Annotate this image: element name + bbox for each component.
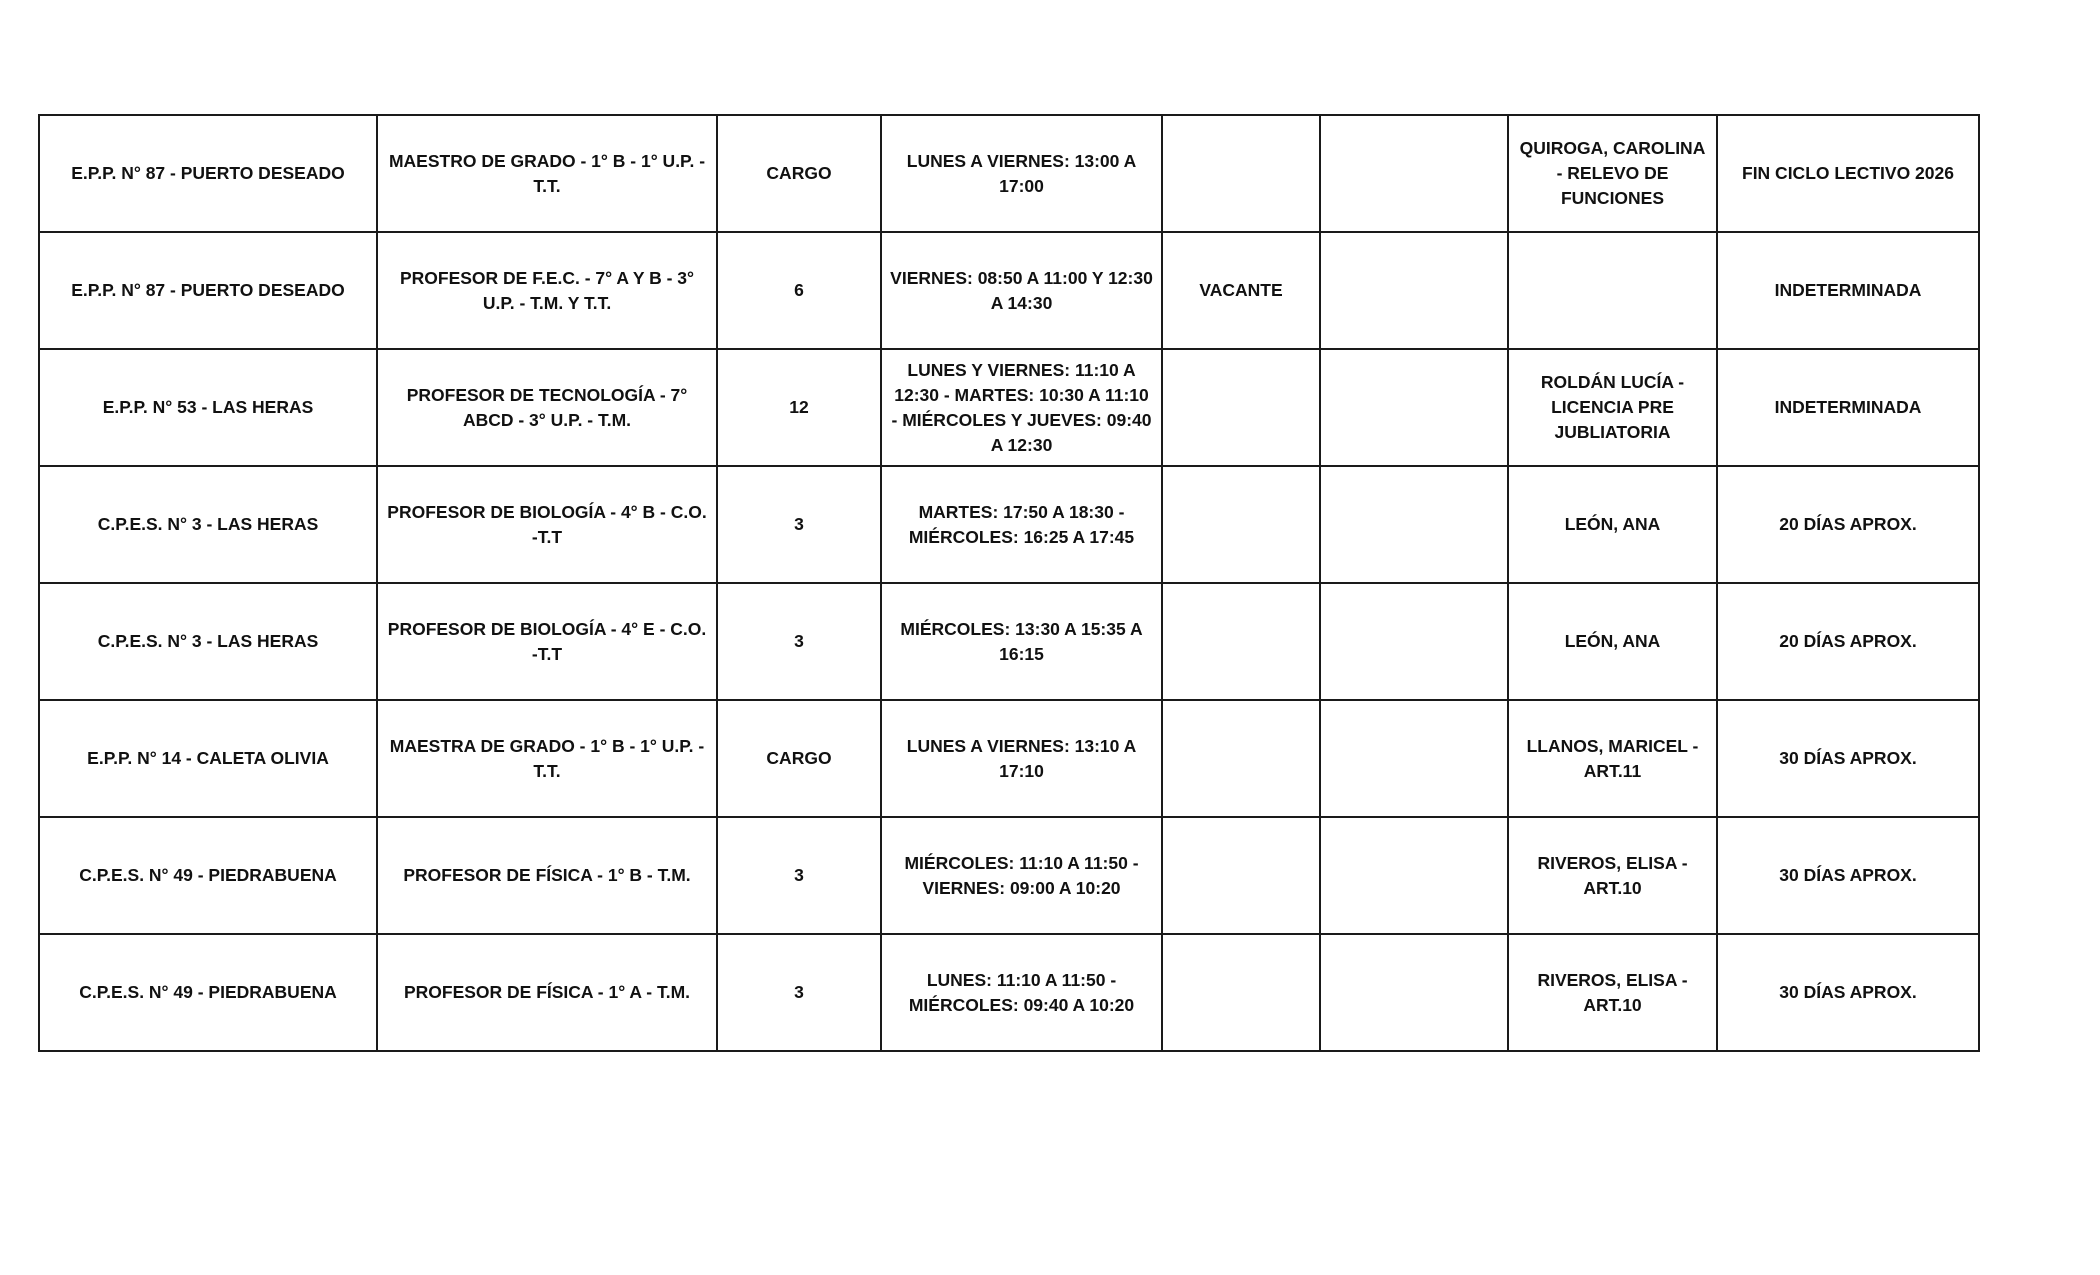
status-cell: [1162, 115, 1320, 232]
schedule-cell: MIÉRCOLES: 13:30 A 15:35 A 16:15: [881, 583, 1162, 700]
position-cell: MAESTRA DE GRADO - 1° B - 1° U.P. -T.T.: [377, 700, 717, 817]
schedule-cell: LUNES A VIERNES: 13:00 A 17:00: [881, 115, 1162, 232]
schedule-cell: MARTES: 17:50 A 18:30 - MIÉRCOLES: 16:25 A 17:45: [881, 466, 1162, 583]
position-cell: PROFESOR DE BIOLOGÍA - 4° E - C.O. -T.T: [377, 583, 717, 700]
table-row: [39, 115, 1979, 232]
hours-cell: CARGO: [717, 700, 881, 817]
extra-cell: [1320, 817, 1508, 934]
status-cell: [1162, 934, 1320, 1051]
schedule-cell: LUNES: 11:10 A 11:50 - MIÉRCOLES: 09:40 A 10:20: [881, 934, 1162, 1051]
school-cell: C.P.E.S. N° 49 - PIEDRABUENA: [39, 934, 377, 1051]
position-cell: MAESTRO DE GRADO - 1° B - 1° U.P. - T.T.: [377, 115, 717, 232]
table-row: [39, 349, 1979, 466]
replaces-cell: QUIROGA, CAROLINA - RELEVO DE FUNCIONES: [1508, 115, 1717, 232]
school-cell: C.P.E.S. N° 3 - LAS HERAS: [39, 466, 377, 583]
position-cell: PROFESOR DE FÍSICA - 1° B - T.M.: [377, 817, 717, 934]
replaces-cell: [1508, 232, 1717, 349]
position-cell: PROFESOR DE TECNOLOGÍA - 7° ABCD - 3° U.P. - T.M.: [377, 349, 717, 466]
duration-cell: 30 DÍAS APROX.: [1717, 700, 1979, 817]
replaces-cell: LEÓN, ANA: [1508, 583, 1717, 700]
table-row: [39, 466, 1979, 583]
duration-cell: INDETERMINADA: [1717, 349, 1979, 466]
duration-cell: 30 DÍAS APROX.: [1717, 817, 1979, 934]
status-cell: [1162, 349, 1320, 466]
schedule-cell: VIERNES: 08:50 A 11:00 Y 12:30 A 14:30: [881, 232, 1162, 349]
position-cell: PROFESOR DE FÍSICA - 1° A - T.M.: [377, 934, 717, 1051]
replaces-cell: LLANOS, MARICEL - ART.11: [1508, 700, 1717, 817]
status-cell: [1162, 817, 1320, 934]
extra-cell: [1320, 115, 1508, 232]
school-cell: E.P.P. N° 87 - PUERTO DESEADO: [39, 115, 377, 232]
replaces-cell: RIVEROS, ELISA - ART.10: [1508, 934, 1717, 1051]
school-cell: C.P.E.S. N° 3 - LAS HERAS: [39, 583, 377, 700]
duration-cell: INDETERMINADA: [1717, 232, 1979, 349]
extra-cell: [1320, 934, 1508, 1051]
duration-cell: 20 DÍAS APROX.: [1717, 466, 1979, 583]
duration-cell: 20 DÍAS APROX.: [1717, 583, 1979, 700]
position-cell: PROFESOR DE F.E.C. - 7° A Y B - 3° U.P. - T.M. Y T.T.: [377, 232, 717, 349]
hours-cell: 6: [717, 232, 881, 349]
school-cell: E.P.P. N° 14 - CALETA OLIVIA: [39, 700, 377, 817]
extra-cell: [1320, 466, 1508, 583]
hours-cell: CARGO: [717, 115, 881, 232]
table-row: [39, 700, 1979, 817]
extra-cell: [1320, 700, 1508, 817]
hours-cell: 12: [717, 349, 881, 466]
extra-cell: [1320, 349, 1508, 466]
hours-cell: 3: [717, 583, 881, 700]
schedule-cell: LUNES A VIERNES: 13:10 A 17:10: [881, 700, 1162, 817]
status-cell: [1162, 466, 1320, 583]
status-cell: VACANTE: [1162, 232, 1320, 349]
vacancy-table: [38, 114, 1980, 1052]
hours-cell: 3: [717, 934, 881, 1051]
schedule-cell: LUNES Y VIERNES: 11:10 A 12:30 - MARTES: 10:30 A 11:10 - MIÉRCOLES Y JUEVES: 09:40 A 12:30: [881, 349, 1162, 466]
school-cell: E.P.P. N° 87 - PUERTO DESEADO: [39, 232, 377, 349]
school-cell: E.P.P. N° 53 - LAS HERAS: [39, 349, 377, 466]
status-cell: [1162, 700, 1320, 817]
hours-cell: 3: [717, 817, 881, 934]
school-cell: C.P.E.S. N° 49 - PIEDRABUENA: [39, 817, 377, 934]
status-cell: [1162, 583, 1320, 700]
table-row: [39, 232, 1979, 349]
table-row: [39, 817, 1979, 934]
extra-cell: [1320, 232, 1508, 349]
hours-cell: 3: [717, 466, 881, 583]
replaces-cell: ROLDÁN LUCÍA - LICENCIA PRE JUBLIATORIA: [1508, 349, 1717, 466]
extra-cell: [1320, 583, 1508, 700]
replaces-cell: RIVEROS, ELISA - ART.10: [1508, 817, 1717, 934]
replaces-cell: LEÓN, ANA: [1508, 466, 1717, 583]
schedule-cell: MIÉRCOLES: 11:10 A 11:50 - VIERNES: 09:00 A 10:20: [881, 817, 1162, 934]
table-row: [39, 934, 1979, 1051]
table-row: [39, 583, 1979, 700]
duration-cell: 30 DÍAS APROX.: [1717, 934, 1979, 1051]
duration-cell: FIN CICLO LECTIVO 2026: [1717, 115, 1979, 232]
position-cell: PROFESOR DE BIOLOGÍA - 4° B - C.O. -T.T: [377, 466, 717, 583]
